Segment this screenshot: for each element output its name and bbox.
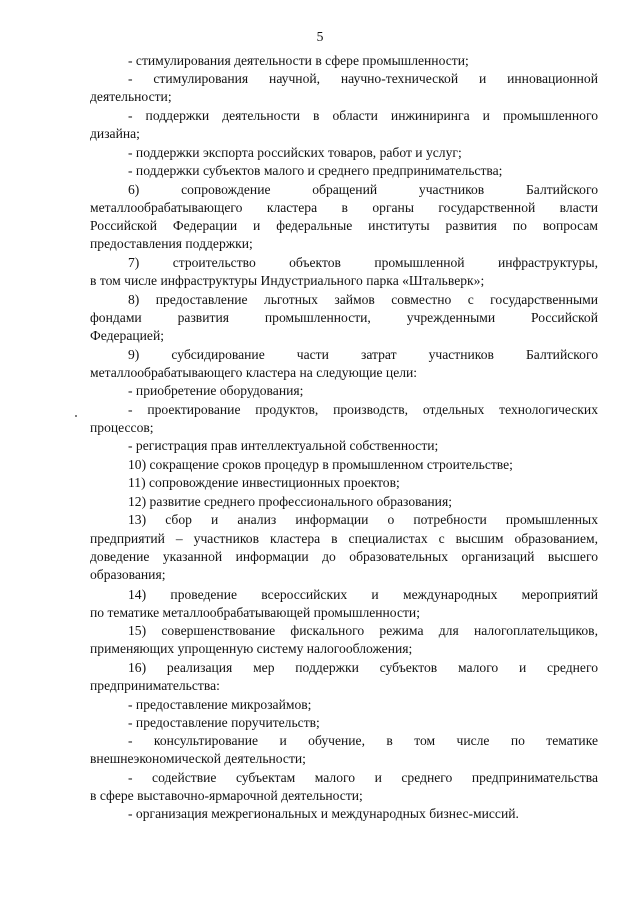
text-line: - проектирование продуктов, производств, отдельных технологических bbox=[128, 402, 598, 417]
text-line: процессов; bbox=[90, 420, 154, 435]
text-line: 15) совершенствование фискального режима для налогоплательщиков, bbox=[128, 623, 598, 638]
text-line: - стимулирования научной, научно-технической и инновационной bbox=[128, 71, 598, 86]
text-line: фондами развития промышленности, учрежденными Российской bbox=[90, 310, 598, 325]
text-line: - приобретение оборудования; bbox=[128, 383, 304, 398]
text-line: - поддержки субъектов малого и среднего предпринимательства; bbox=[128, 163, 503, 178]
text-line: 7) строительство объектов промышленной инфраструктуры, bbox=[128, 255, 598, 270]
text-line: - консультирование и обучение, в том числе по тематике bbox=[128, 733, 598, 748]
text-line: 10) сокращение сроков процедур в промышленном строительстве; bbox=[128, 457, 513, 472]
text-line: Российской Федерации и федеральные институты развития по вопросам bbox=[90, 218, 598, 233]
text-line: 11) сопровождение инвестиционных проектов; bbox=[128, 475, 400, 490]
scan-speck bbox=[75, 415, 77, 417]
text-line: 14) проведение всероссийских и международных мероприятий bbox=[128, 587, 598, 602]
text-line: 13) сбор и анализ информации о потребности промышленных bbox=[128, 512, 598, 527]
text-line: 16) реализация мер поддержки субъектов малого и среднего bbox=[128, 660, 598, 675]
text-line: - предоставление микрозаймов; bbox=[128, 697, 312, 712]
text-line: применяющих упрощенную систему налогообложения; bbox=[90, 641, 413, 656]
text-line: в том числе инфраструктуры Индустриального парка «Штальверк»; bbox=[90, 273, 485, 288]
text-line: в сфере выставочно-ярмарочной деятельности; bbox=[90, 788, 363, 803]
text-line: предоставления поддержки; bbox=[90, 236, 253, 251]
text-line: по тематике металлообрабатывающей промышленности; bbox=[90, 605, 420, 620]
text-line: предпринимательства: bbox=[90, 678, 220, 693]
text-line: - стимулирования деятельности в сфере промышленности; bbox=[128, 53, 469, 68]
text-line: 8) предоставление льготных займов совместно с государственными bbox=[128, 292, 598, 307]
text-line: 6) сопровождение обращений участников Балтийского bbox=[128, 182, 598, 197]
text-line: Федерацией; bbox=[90, 328, 165, 343]
text-line: 12) развитие среднего профессионального образования; bbox=[128, 494, 452, 509]
text-line: деятельности; bbox=[90, 89, 172, 104]
text-line: - содействие субъектам малого и среднего предпринимательства bbox=[128, 770, 598, 785]
text-line: - поддержки деятельности в области инжиниринга и промышленного bbox=[128, 108, 598, 123]
text-line: доведение указанной информации до образовательных организаций высшего bbox=[90, 549, 598, 564]
text-line: металлообрабатывающего кластера на следующие цели: bbox=[90, 365, 418, 380]
text-line: внешнеэкономической деятельности; bbox=[90, 751, 306, 766]
text-line: 9) субсидирование части затрат участников Балтийского bbox=[128, 347, 598, 362]
text-line: - предоставление поручительств; bbox=[128, 715, 320, 730]
text-line: - поддержки экспорта российских товаров, работ и услуг; bbox=[128, 145, 462, 160]
text-line: - организация межрегиональных и международных бизнес-миссий. bbox=[128, 806, 519, 821]
text-line: предприятий – участников кластера в специалистах с высшим образованием, bbox=[90, 531, 598, 546]
text-line: - регистрация прав интеллектуальной собственности; bbox=[128, 438, 439, 453]
page-number: 5 bbox=[316, 29, 324, 44]
text-line: образования; bbox=[90, 567, 166, 582]
text-line: металлообрабатывающего кластера в органы государственной власти bbox=[90, 200, 598, 215]
text-line: дизайна; bbox=[90, 126, 140, 141]
